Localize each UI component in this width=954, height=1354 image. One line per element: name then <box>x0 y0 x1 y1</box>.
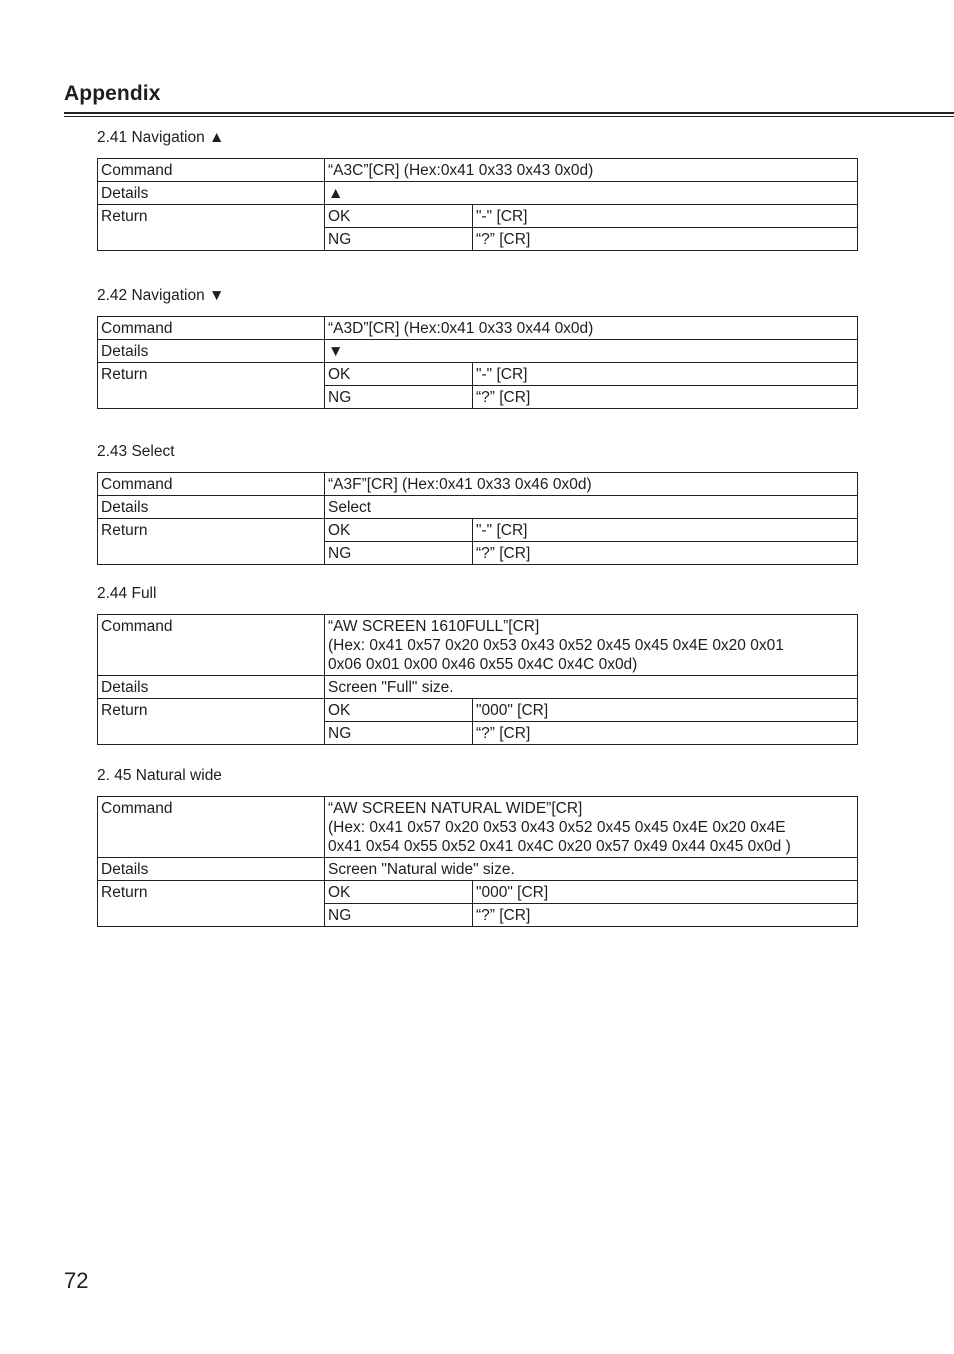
command-hex-line: 0x41 0x54 0x55 0x52 0x41 0x4C 0x20 0x57 0x49 0x44 0x45 0x0d ) <box>328 838 791 855</box>
command-value <box>325 473 858 496</box>
command-hex-line: 0x06 0x01 0x00 0x46 0x55 0x4C 0x4C 0x0d) <box>328 656 638 673</box>
ng-value: “?” [CR] <box>473 904 858 927</box>
details-row <box>98 676 858 699</box>
return-label: Return <box>98 205 325 251</box>
command-table <box>97 614 858 745</box>
heading-rule-thin <box>64 116 954 117</box>
ok-label: OK <box>325 699 473 722</box>
details-label: Details <box>98 182 325 205</box>
command-row <box>98 473 858 496</box>
ok-value: "-" [CR] <box>473 363 858 386</box>
ng-value: “?” [CR] <box>473 386 858 409</box>
section-select <box>97 442 857 565</box>
command-row <box>98 317 858 340</box>
details-value: Select <box>325 496 858 519</box>
section-title: 2.42 Navigation ▼ <box>97 287 225 304</box>
command-row <box>98 797 858 858</box>
command-table <box>97 796 858 927</box>
section-natural-wide <box>97 766 857 927</box>
ok-label: OK <box>325 881 473 904</box>
return-label: Return <box>98 881 325 927</box>
return-label: Return <box>98 699 325 745</box>
ng-value: “?” [CR] <box>473 228 858 251</box>
command-label: Command <box>98 615 325 676</box>
ok-value: "-" [CR] <box>473 205 858 228</box>
ok-value: "000" [CR] <box>473 699 858 722</box>
details-value: Screen "Full" size. <box>325 676 858 699</box>
page-heading: Appendix <box>64 82 161 105</box>
return-ok-row <box>98 881 858 904</box>
section-navigation-down <box>97 286 857 409</box>
command-line: “AW SCREEN NATURAL WIDE”[CR] <box>328 800 583 817</box>
ng-label: NG <box>325 542 473 565</box>
section-full <box>97 584 857 745</box>
details-value: ▼ <box>325 340 858 363</box>
command-value <box>325 615 858 676</box>
command-row <box>98 159 858 182</box>
page-number: 72 <box>64 1268 89 1293</box>
ng-value: “?” [CR] <box>473 722 858 745</box>
details-row <box>98 858 858 881</box>
command-line: “A3C”[CR] (Hex:0x41 0x33 0x43 0x0d) <box>328 162 594 179</box>
ok-value: "000" [CR] <box>473 881 858 904</box>
ok-label: OK <box>325 519 473 542</box>
command-line: “A3F”[CR] (Hex:0x41 0x33 0x46 0x0d) <box>328 476 592 493</box>
ng-label: NG <box>325 722 473 745</box>
details-value: ▲ <box>325 182 858 205</box>
details-row <box>98 496 858 519</box>
command-hex-line: (Hex: 0x41 0x57 0x20 0x53 0x43 0x52 0x45 0x45 0x4E 0x20 0x01 <box>328 637 784 654</box>
command-label: Command <box>98 159 325 182</box>
return-ok-row <box>98 363 858 386</box>
ok-label: OK <box>325 363 473 386</box>
details-label: Details <box>98 858 325 881</box>
details-value: Screen "Natural wide" size. <box>325 858 858 881</box>
command-label: Command <box>98 797 325 858</box>
command-table <box>97 158 858 251</box>
return-ok-row <box>98 699 858 722</box>
details-row <box>98 340 858 363</box>
command-label: Command <box>98 473 325 496</box>
details-row <box>98 182 858 205</box>
section-title: 2. 45 Natural wide <box>97 767 222 784</box>
command-value <box>325 159 858 182</box>
command-label: Command <box>98 317 325 340</box>
return-label: Return <box>98 363 325 409</box>
ng-label: NG <box>325 386 473 409</box>
command-value <box>325 317 858 340</box>
command-value <box>325 797 858 858</box>
command-hex-line: (Hex: 0x41 0x57 0x20 0x53 0x43 0x52 0x45 0x45 0x4E 0x20 0x4E <box>328 819 786 836</box>
details-label: Details <box>98 340 325 363</box>
section-navigation-up <box>97 128 857 251</box>
command-line: “A3D”[CR] (Hex:0x41 0x33 0x44 0x0d) <box>328 320 594 337</box>
return-ok-row <box>98 519 858 542</box>
details-label: Details <box>98 676 325 699</box>
command-table <box>97 316 858 409</box>
ng-label: NG <box>325 228 473 251</box>
return-label: Return <box>98 519 325 565</box>
command-line: “AW SCREEN 1610FULL”[CR] <box>328 618 540 635</box>
details-label: Details <box>98 496 325 519</box>
ng-value: “?” [CR] <box>473 542 858 565</box>
command-row <box>98 615 858 676</box>
ok-value: "-" [CR] <box>473 519 858 542</box>
ok-label: OK <box>325 205 473 228</box>
section-title: 2.41 Navigation ▲ <box>97 129 225 146</box>
ng-label: NG <box>325 904 473 927</box>
heading-rule <box>64 112 954 114</box>
section-title: 2.43 Select <box>97 443 175 460</box>
command-table <box>97 472 858 565</box>
section-title: 2.44 Full <box>97 585 157 602</box>
return-ok-row <box>98 205 858 228</box>
